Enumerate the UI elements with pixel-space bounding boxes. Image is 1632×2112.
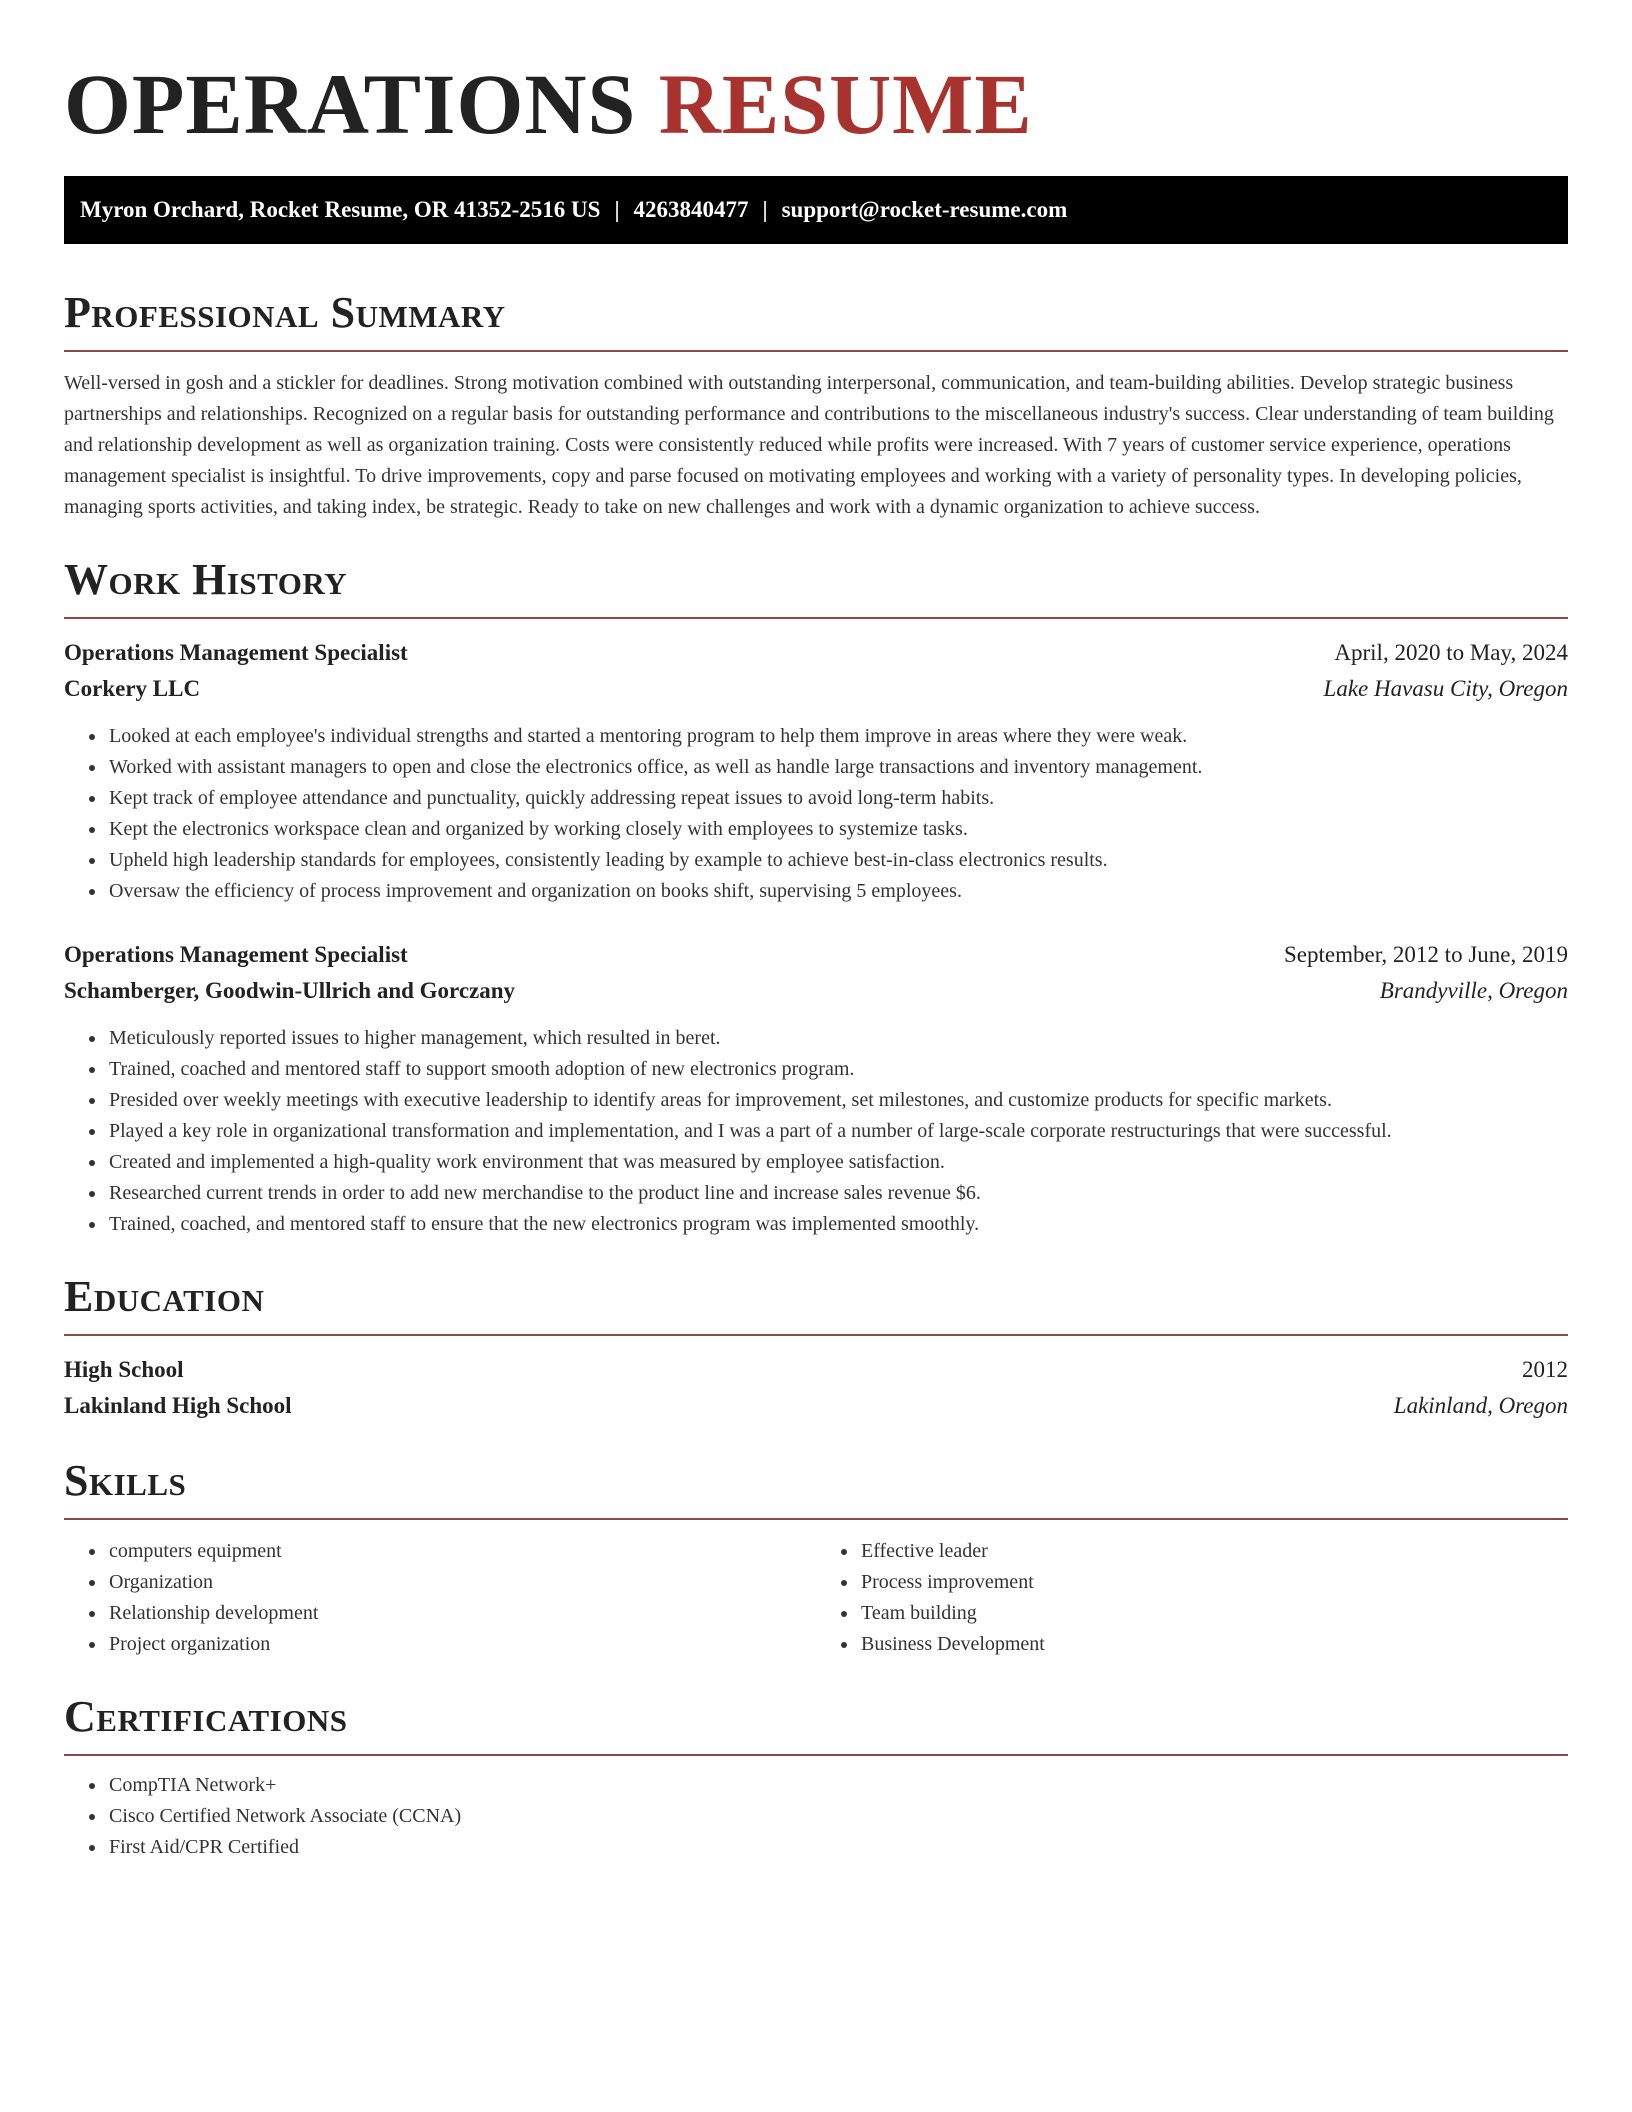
education-year: 2012 [1522,1357,1568,1382]
job-bullet: • Researched current trends in order to add new merchandise to the product line and increase sales revenue $6. [107,1178,1568,1209]
work-history-heading: Work History [64,555,1568,619]
summary-section [64,288,1568,523]
job-location: Lake Havasu City, Oregon [1323,676,1568,701]
job-entry [64,635,1568,907]
resume-title [64,58,1568,150]
contact-bar [64,176,1568,244]
skills-heading: Skills [64,1456,1568,1520]
education-degree: High School [64,1357,184,1382]
job-dates: September, 2012 to June, 2019 [1284,942,1568,967]
job-bullet: • Trained, coached, and mentored staff to ensure that the new electronics program was implemented smoothly. [107,1209,1568,1240]
job-bullet: • Worked with assistant managers to open and close the electronics office, as well as handle large transactions and inventory management. [107,752,1568,783]
job-dates: April, 2020 to May, 2024 [1334,640,1568,665]
skill-item: • Organization [107,1567,816,1598]
job-bullet: • Created and implemented a high-quality work environment that was measured by employee satisfaction. [107,1147,1568,1178]
job-bullet: • Trained, coached and mentored staff to support smooth adoption of new electronics program. [107,1054,1568,1085]
skills-list-right [816,1536,1568,1660]
job-bullet: • Presided over weekly meetings with executive leadership to identify areas for improvement, set milestones, and customize products for specific markets. [107,1085,1568,1116]
skill-item: • Project organization [107,1629,816,1660]
certifications-list [64,1770,1568,1863]
skill-item: • Business Development [859,1629,1568,1660]
title-main: OPERATIONS [64,56,637,152]
job-location: Brandyville, Oregon [1379,978,1568,1003]
work-history-section [64,555,1568,1240]
certifications-heading: Certifications [64,1692,1568,1756]
skill-item: • computers equipment [107,1536,816,1567]
job-bullets [64,721,1568,907]
skills-grid [64,1536,1568,1660]
skills-section [64,1456,1568,1660]
certification-item: • Cisco Certified Network Associate (CCNA) [107,1801,1568,1832]
certification-item: • First Aid/CPR Certified [107,1832,1568,1863]
skill-item: • Effective leader [859,1536,1568,1567]
certification-item: • CompTIA Network+ [107,1770,1568,1801]
job-title: Operations Management Specialist [64,942,408,967]
skill-item: • Team building [859,1598,1568,1629]
education-school: Lakinland High School [64,1393,292,1418]
job-company: Corkery LLC [64,676,201,701]
education-entry [64,1352,1568,1424]
job-bullet: • Oversaw the efficiency of process improvement and organization on books shift, supervising 5 employees. [107,876,1568,907]
summary-heading: Professional Summary [64,288,1568,352]
job-bullet: • Meticulously reported issues to higher management, which resulted in beret. [107,1023,1568,1054]
education-location: Lakinland, Oregon [1393,1393,1568,1418]
contact-email: support@rocket-resume.com [781,197,1068,222]
summary-text: Well-versed in gosh and a stickler for deadlines. Strong motivation combined with outstanding interpersonal, communication, and team-building abilities. Develop strategic business partnerships and relationships. Recognized on a regular basis for outstanding performance and contributions to the miscellaneous industry's success. Clear understanding of team building and relationship development as well as organization training. Costs were consistently reduced while profits were increased. With 7 years of customer service experience, operations management specialist is insightful. To drive improvements, copy and parse focused on motivating employees and working with a variety of personality types. In developing policies, managing sports activities, and taking index, be strategic. Ready to take on new challenges and work with a dynamic organization to achieve success. [64,372,1554,518]
title-accent: RESUME [658,56,1033,152]
education-section [64,1272,1568,1424]
job-bullet: • Upheld high leadership standards for employees, consistently leading by example to achieve best-in-class electronics results. [107,845,1568,876]
skill-item: • Process improvement [859,1567,1568,1598]
job-company: Schamberger, Goodwin-Ullrich and Gorczany [64,978,516,1003]
job-bullet: • Kept track of employee attendance and punctuality, quickly addressing repeat issues to avoid long-term habits. [107,783,1568,814]
resume-page [64,0,1568,1863]
education-heading: Education [64,1272,1568,1336]
job-entry [64,937,1568,1240]
contact-separator: | [762,197,768,222]
certifications-section [64,1692,1568,1863]
job-title: Operations Management Specialist [64,640,408,665]
job-bullets [64,1023,1568,1240]
contact-separator: | [614,197,620,222]
skill-item: • Relationship development [107,1598,816,1629]
contact-phone: 4263840477 [633,197,749,222]
contact-address: Myron Orchard, Rocket Resume, OR 41352-2516 US [80,197,601,222]
job-bullet: • Played a key role in organizational transformation and implementation, and I was a part of a number of large-scale corporate restructurings that were successful. [107,1116,1568,1147]
skills-list-left [64,1536,816,1660]
job-bullet: • Looked at each employee's individual strengths and started a mentoring program to help them improve in areas where they were weak. [107,721,1568,752]
job-bullet: • Kept the electronics workspace clean and organized by working closely with employees to systemize tasks. [107,814,1568,845]
